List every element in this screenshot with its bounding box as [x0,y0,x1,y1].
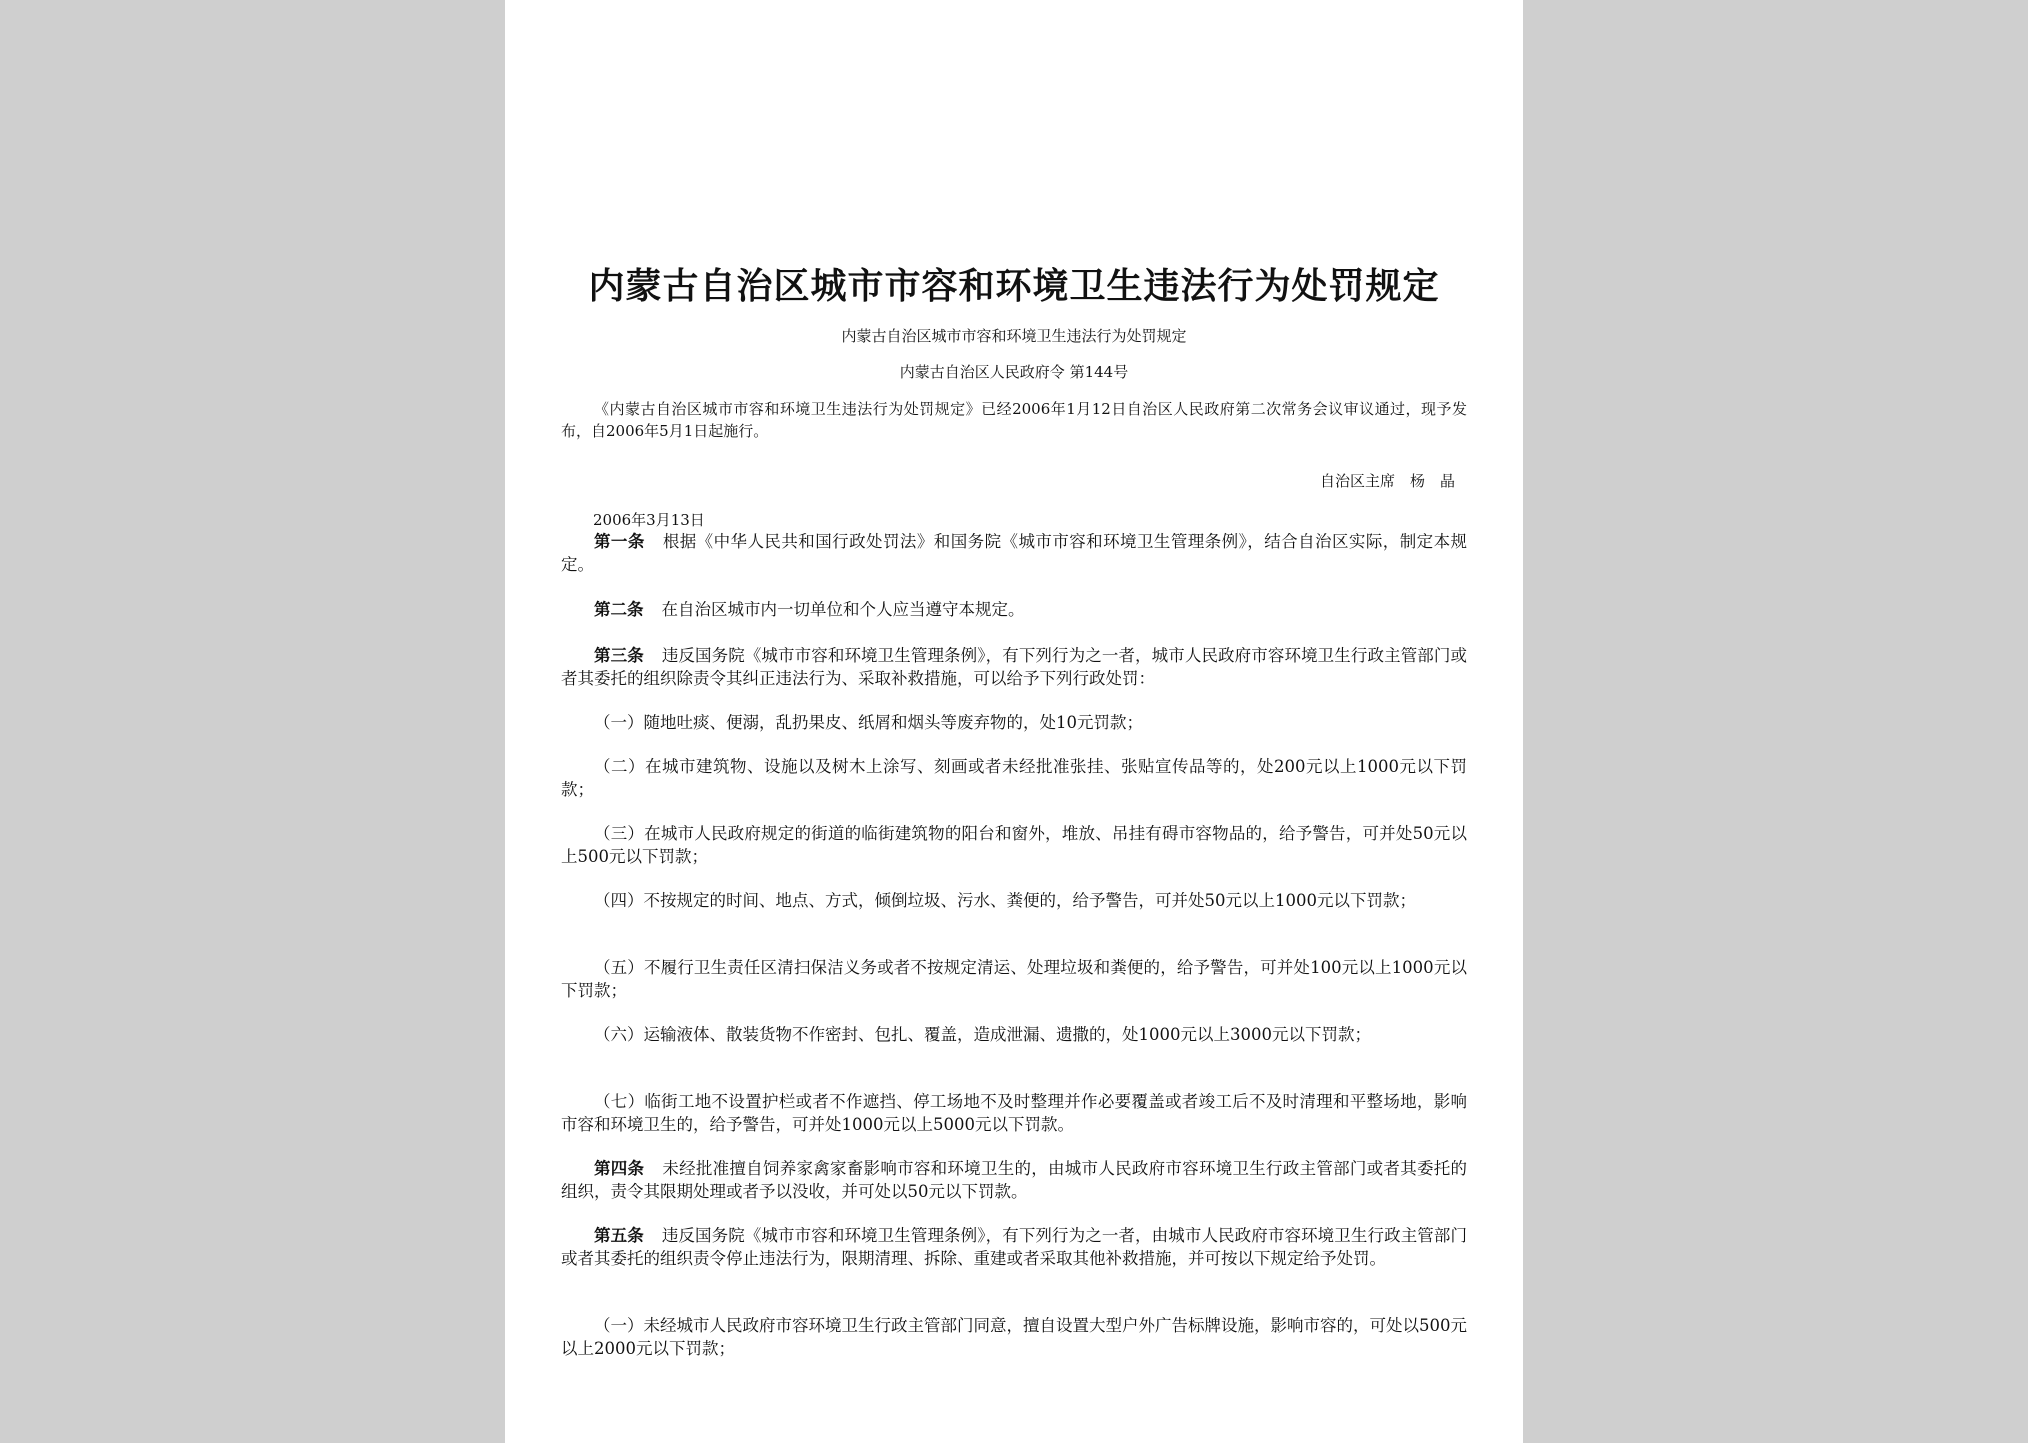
document-page [505,0,1523,1443]
article-text: 未经批准擅自饲养家禽家畜影响市容和环境卫生的，由城市人民政府市容环境卫生行政主管部门或者其委托的组织，责令其限期处理或者予以没收，并可处以50元以下罚款。 [561,1159,1468,1201]
signer: 自治区主席 杨 晶 [1319,472,1455,490]
article-3-item-4: （四）不按规定的时间、地点、方式，倾倒垃圾、污水、粪便的，给予警告，可并处50元以上1000元以下罚款； [594,891,1416,910]
article-label: 第四条 [594,1159,645,1178]
document-title: 内蒙古自治区城市市容和环境卫生违法行为处罚规定 [588,265,1440,307]
article-text: 根据《中华人民共和国行政处罚法》和国务院《城市市容和环境卫生管理条例》，结合自治区实际，制定本规定。 [561,532,1468,574]
article-label: 第二条 [594,600,644,619]
article-3-item-6: （六）运输液体、散装货物不作密封、包扎、覆盖，造成泄漏、遗撒的，处1000元以上3000元以下罚款； [594,1025,1371,1044]
article-3-item-7: （七）临街工地不设置护栏或者不作遮挡、停工场地不及时整理并作必要覆盖或者竣工后不及时清理和平整场地，影响市容和环境卫生的，给予警告，可并处1000元以上5000元以下罚款。 [561,1092,1467,1134]
article-label: 第一条 [594,532,645,551]
article-3-item-3: （三）在城市人民政府规定的街道的临街建筑物的阳台和窗外，堆放、吊挂有碍市容物品的，给予警告，可并处50元以上500元以下罚款； [561,824,1467,866]
article-5 [561,1224,1467,1270]
article-label: 第五条 [594,1226,644,1245]
article-text: 违反国务院《城市市容和环境卫生管理条例》，有下列行为之一者，城市人民政府市容环境卫生行政主管部门或者其委托的组织除责令其纠正违法行为、采取补救措施，可以给予下列行政处罚： [561,646,1468,688]
document-subtitle: 内蒙古自治区城市市容和环境卫生违法行为处罚规定 [841,327,1187,345]
article-2 [561,598,1467,621]
article-1 [561,530,1467,576]
article-3-item-5: （五）不履行卫生责任区清扫保洁义务或者不按规定清运、处理垃圾和粪便的，给予警告，可并处100元以上1000元以下罚款； [561,958,1467,1000]
article-text: 在自治区城市内一切单位和个人应当遵守本规定。 [661,600,1025,619]
article-5-item-1: （一）未经城市人民政府市容环境卫生行政主管部门同意，擅自设置大型户外广告标牌设施，影响市容的，可处以500元以上2000元以下罚款； [561,1316,1467,1358]
article-3 [561,644,1467,690]
article-label: 第三条 [594,646,644,665]
order-number: 内蒙古自治区人民政府令 第144号 [899,363,1129,381]
promulgation-text: 《内蒙古自治区城市市容和环境卫生违法行为处罚规定》已经2006年1月12日自治区人民政府第二次常务会议审议通过，现予发布，自2006年5月1日起施行。 [561,400,1467,440]
article-3-item-2: （二）在城市建筑物、设施以及树木上涂写、刻画或者未经批准张挂、张贴宣传品等的，处200元以上1000元以下罚款； [561,757,1467,799]
article-text: 违反国务院《城市市容和环境卫生管理条例》，有下列行为之一者，由城市人民政府市容环境卫生行政主管部门或者其委托的组织责令停止违法行为，限期清理、拆除、重建或者采取其他补救措施，并可按以下规定给予处罚。 [561,1226,1468,1268]
article-3-item-1: （一）随地吐痰、便溺，乱扔果皮、纸屑和烟头等废弃物的，处10元罚款； [594,713,1143,732]
article-4 [561,1157,1467,1203]
issue-date: 2006年3月13日 [593,511,705,529]
